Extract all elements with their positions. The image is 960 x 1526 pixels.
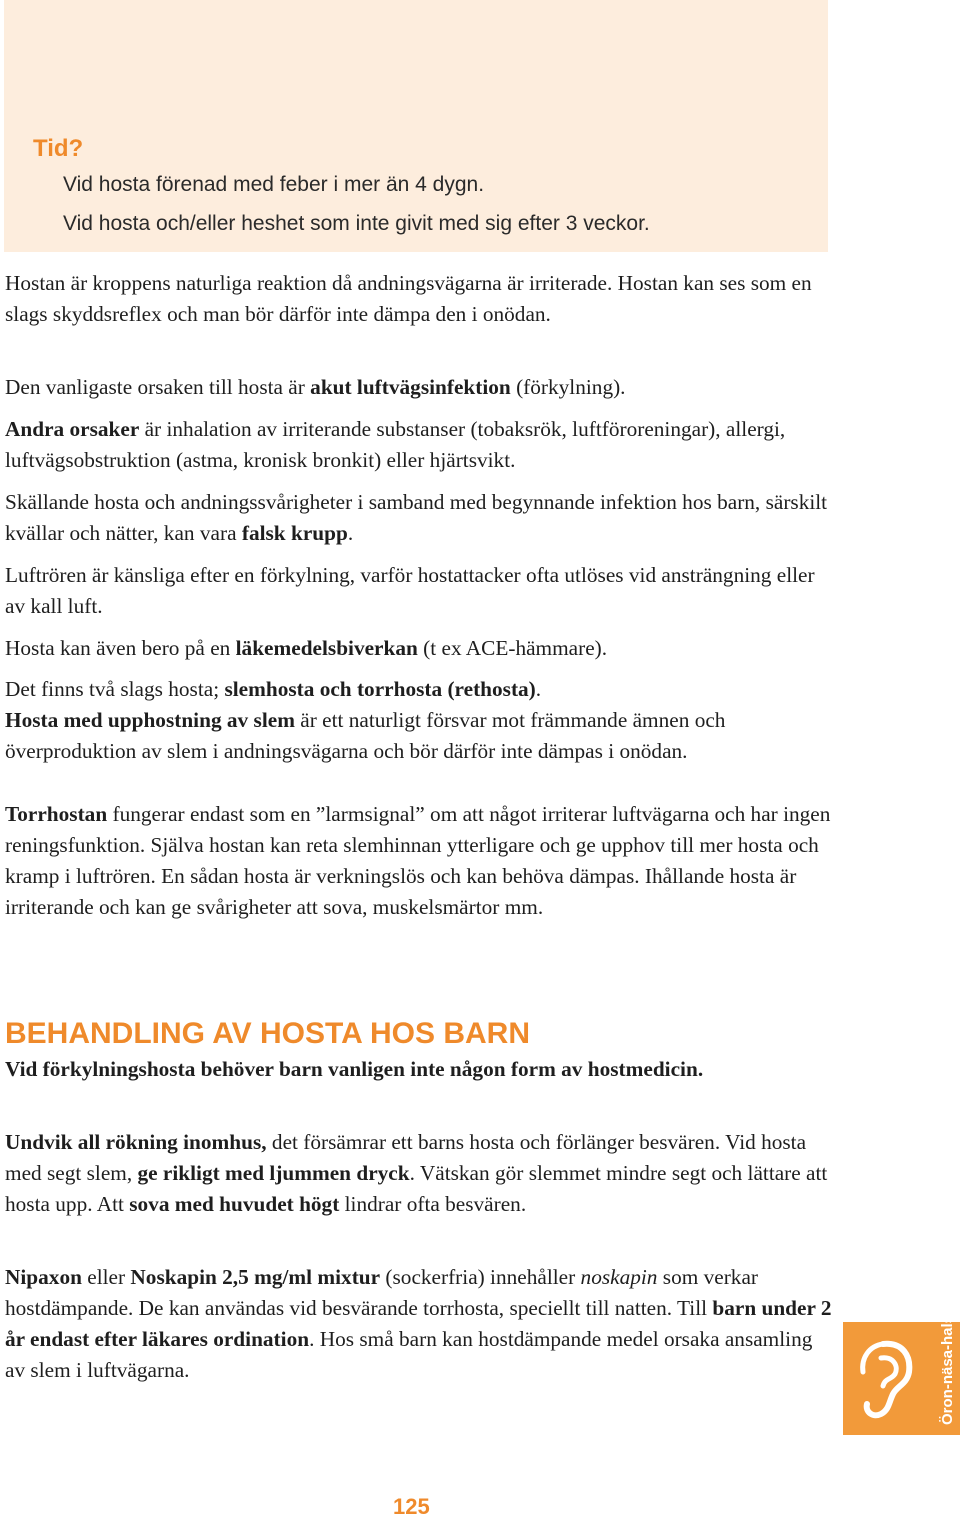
text-run: Hostan är kroppens naturliga reaktion då andningsvägarna är irriterade. Hostan kan ses som en slags skyddsreflex och man bör därför inte dämpa den i onödan. — [5, 271, 812, 326]
info-box-line: Vid hosta och/eller heshet som inte givit med sig efter 3 veckor. — [63, 212, 650, 235]
bold-text: akut luftvägsinfektion — [310, 375, 511, 399]
bold-text: Torrhostan — [5, 802, 108, 826]
text-run: lindrar ofta besvären. — [339, 1192, 527, 1216]
text-run: . — [535, 677, 542, 701]
bold-text: sova med huvudet högt — [129, 1192, 340, 1216]
bold-text: ge rikligt med ljummen dryck — [137, 1161, 410, 1185]
text-run: är ett naturligt försvar mot främmande ämnen och överproduktion av slem i andningsvägarna och bör därför inte dämpas i onödan. — [5, 708, 726, 763]
text-run: som verkar hostdämpande. De kan användas vid besvärande torrhosta, speciellt till natten. Till — [5, 1265, 758, 1320]
chapter-tab-label: Öron-näsa-hals — [939, 1314, 956, 1425]
bold-text: Andra orsaker — [5, 417, 140, 441]
bold-text: läkemedelsbiverkan — [235, 636, 418, 660]
text-run: Det finns två slags hosta; — [5, 677, 225, 701]
text-run: Den vanligaste orsaken till hosta är — [5, 375, 311, 399]
paragraph — [5, 268, 835, 330]
text-run: (sockerfria) innehåller — [380, 1265, 581, 1289]
bold-text: Nipaxon — [5, 1265, 82, 1289]
paragraph — [5, 674, 835, 705]
text-run: Luftrören är känsliga efter en förkylning, varför hostattacker ofta utlöses vid ansträngning eller av kall luft. — [5, 563, 815, 618]
bold-text: Noskapin 2,5 mg/ml mixtur — [130, 1265, 381, 1289]
bold-text: slemhosta och torrhosta (rethosta) — [224, 677, 536, 701]
paragraph — [5, 1262, 835, 1386]
paragraph — [5, 372, 835, 403]
text-run: är inhalation av irriterande substanser (tobaksrök, luftföroreningar), allergi, luftvägsobstruktion (astma, kronisk bronkit) eller hjärtsvikt. — [5, 417, 786, 472]
page-number: 125 — [393, 1494, 430, 1519]
paragraph — [5, 560, 835, 622]
text-run: fungerar endast som en ”larmsignal” om att något irriterar luftvägarna och har ingen reningsfunktion. Själva hostan kan reta slemhinnan ytterligare och ge upphov till mer hosta och kramp i luftrören. En sådan hosta är verkningslös och kan behöva dämpas. Ihållande hosta är irriterande och kan ge svårigheter att sova, muskelsmärtor mm. — [5, 802, 831, 919]
text-run: . — [347, 521, 354, 545]
info-box-line: Vid hosta förenad med feber i mer än 4 dygn. — [63, 173, 485, 196]
text-run: . Hos små barn kan hostdämpande medel orsaka ansamling av slem i luftvägarna. — [5, 1327, 813, 1382]
bold-text: Undvik all rökning inomhus, — [5, 1130, 267, 1154]
lead-paragraph — [5, 1054, 785, 1085]
paragraph — [5, 633, 835, 664]
paragraph — [5, 487, 835, 549]
bold-text: falsk krupp — [241, 521, 348, 545]
paragraph — [5, 799, 835, 923]
info-box-title: Tid? — [33, 135, 84, 162]
ear-icon — [853, 1336, 919, 1420]
section-heading: BEHANDLING AV HOSTA HOS BARN — [5, 1017, 530, 1050]
paragraph — [5, 1127, 835, 1220]
text-run: det försämrar ett barns hosta och förlänger besvären. Vid hosta med segt slem, — [5, 1130, 807, 1185]
italic-text: noskapin — [580, 1265, 658, 1289]
text-run: (t ex ACE-hämmare). — [417, 636, 608, 660]
text-run: (förkylning). — [510, 375, 626, 399]
chapter-tab — [843, 1314, 960, 1435]
bold-text: Vid förkylningshosta behöver barn vanligen inte någon form av hostmedicin. — [5, 1057, 704, 1081]
paragraph — [5, 705, 835, 767]
text-run: eller — [81, 1265, 131, 1289]
text-run: Hosta kan även bero på en — [5, 636, 236, 660]
bold-text: barn under 2 år endast efter läkares ordination — [5, 1296, 832, 1351]
bold-text: Hosta med upphostning av slem — [5, 708, 295, 732]
text-run: . Vätskan gör slemmet mindre segt och lättare att hosta upp. Att — [5, 1161, 828, 1216]
paragraph — [5, 414, 835, 476]
text-run: Skällande hosta och andningssvårigheter i samband med begynnande infektion hos barn, särskilt kvällar och nätter, kan vara — [5, 490, 828, 545]
